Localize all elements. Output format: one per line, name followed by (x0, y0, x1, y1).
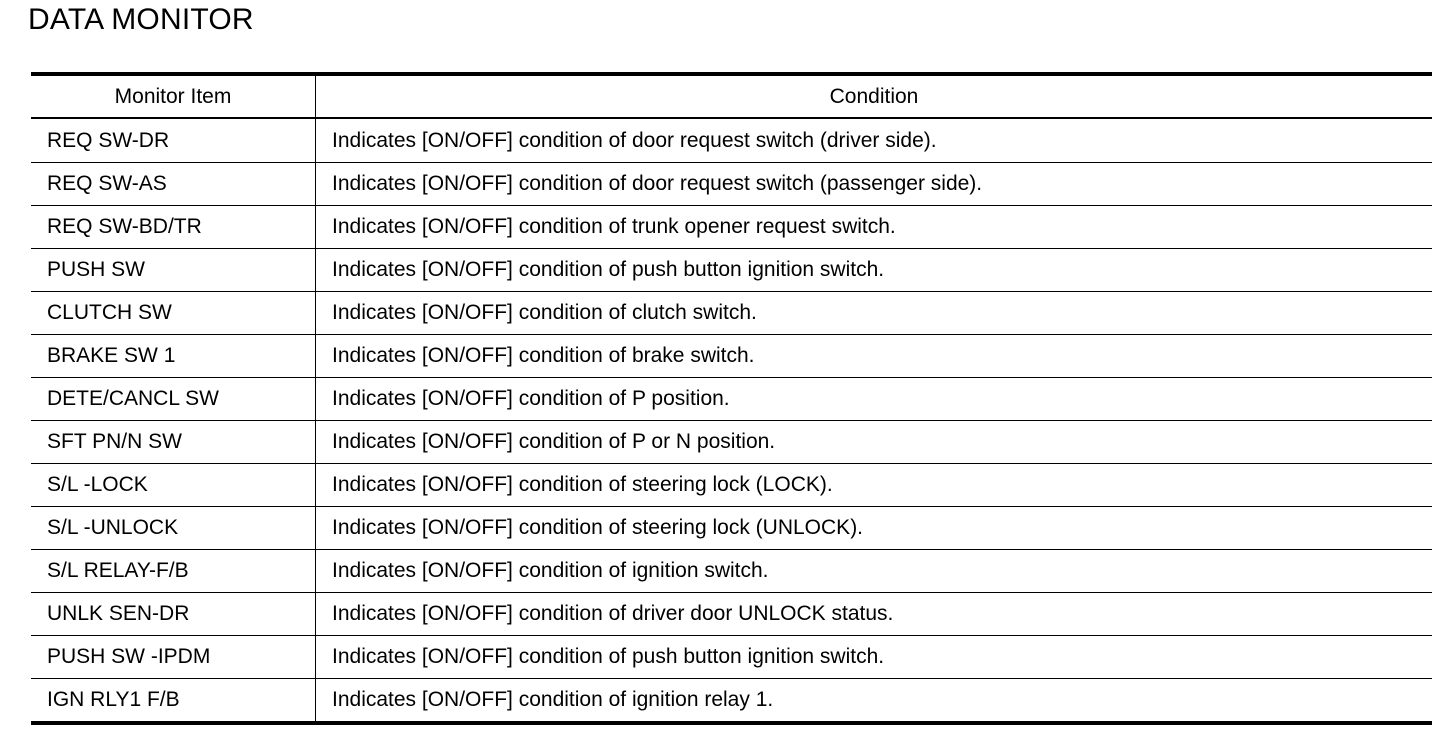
table-row (31, 678, 1432, 721)
monitor-item-cell: BRAKE SW 1 (31, 335, 316, 377)
condition-cell: Indicates [ON/OFF] condition of brake switch. (332, 344, 755, 367)
table-row (31, 334, 1432, 377)
condition-cell: Indicates [ON/OFF] condition of P or N position. (332, 430, 776, 453)
condition-cell: Indicates [ON/OFF] condition of door request switch (driver side). (332, 128, 937, 152)
table-row (31, 205, 1432, 248)
condition-cell: Indicates [ON/OFF] condition of push button ignition switch. (332, 258, 885, 281)
condition-cell: Indicates [ON/OFF] condition of clutch switch. (332, 301, 757, 324)
table-row (31, 635, 1432, 678)
data-monitor-table (31, 72, 1432, 725)
condition-cell: Indicates [ON/OFF] condition of steering lock (LOCK). (332, 473, 833, 496)
monitor-item-cell: CLUTCH SW (31, 292, 316, 334)
table-row (31, 549, 1432, 592)
table-row (31, 420, 1432, 463)
monitor-item-cell: S/L -LOCK (31, 464, 316, 506)
monitor-item-cell: S/L RELAY-F/B (31, 550, 316, 592)
monitor-item-cell: REQ SW-BD/TR (31, 206, 316, 248)
monitor-item-cell: PUSH SW -IPDM (31, 636, 316, 678)
column-header-condition: Condition (829, 84, 919, 108)
monitor-item-cell: PUSH SW (31, 249, 316, 291)
table-row (31, 162, 1432, 205)
condition-cell: Indicates [ON/OFF] condition of driver door UNLOCK status. (332, 602, 894, 625)
condition-cell: Indicates [ON/OFF] condition of push button ignition switch. (332, 645, 885, 668)
page-title: DATA MONITOR (28, 3, 254, 36)
table-row (31, 119, 1432, 162)
monitor-item-cell: IGN RLY1 F/B (31, 679, 316, 721)
monitor-item-cell: REQ SW-AS (31, 163, 316, 205)
condition-cell: Indicates [ON/OFF] condition of trunk opener request switch. (332, 215, 896, 238)
table-row (31, 592, 1432, 635)
condition-cell: Indicates [ON/OFF] condition of door request switch (passenger side). (332, 172, 983, 195)
monitor-item-cell: DETE/CANCL SW (31, 378, 316, 420)
table-row (31, 463, 1432, 506)
table-header-row (31, 76, 1432, 119)
table-row (31, 291, 1432, 334)
condition-cell: Indicates [ON/OFF] condition of ignition relay 1. (332, 688, 774, 711)
table-row (31, 377, 1432, 420)
monitor-item-cell: UNLK SEN-DR (31, 593, 316, 635)
monitor-item-cell: S/L -UNLOCK (31, 507, 316, 549)
table-row (31, 506, 1432, 549)
column-header-monitor-item: Monitor Item (31, 76, 316, 117)
condition-cell: Indicates [ON/OFF] condition of ignition switch. (332, 559, 769, 582)
condition-cell: Indicates [ON/OFF] condition of steering lock (UNLOCK). (332, 516, 864, 539)
condition-cell: Indicates [ON/OFF] condition of P position. (332, 387, 730, 410)
monitor-item-cell: REQ SW-DR (31, 119, 316, 162)
table-row (31, 248, 1432, 291)
monitor-item-cell: SFT PN/N SW (31, 421, 316, 463)
